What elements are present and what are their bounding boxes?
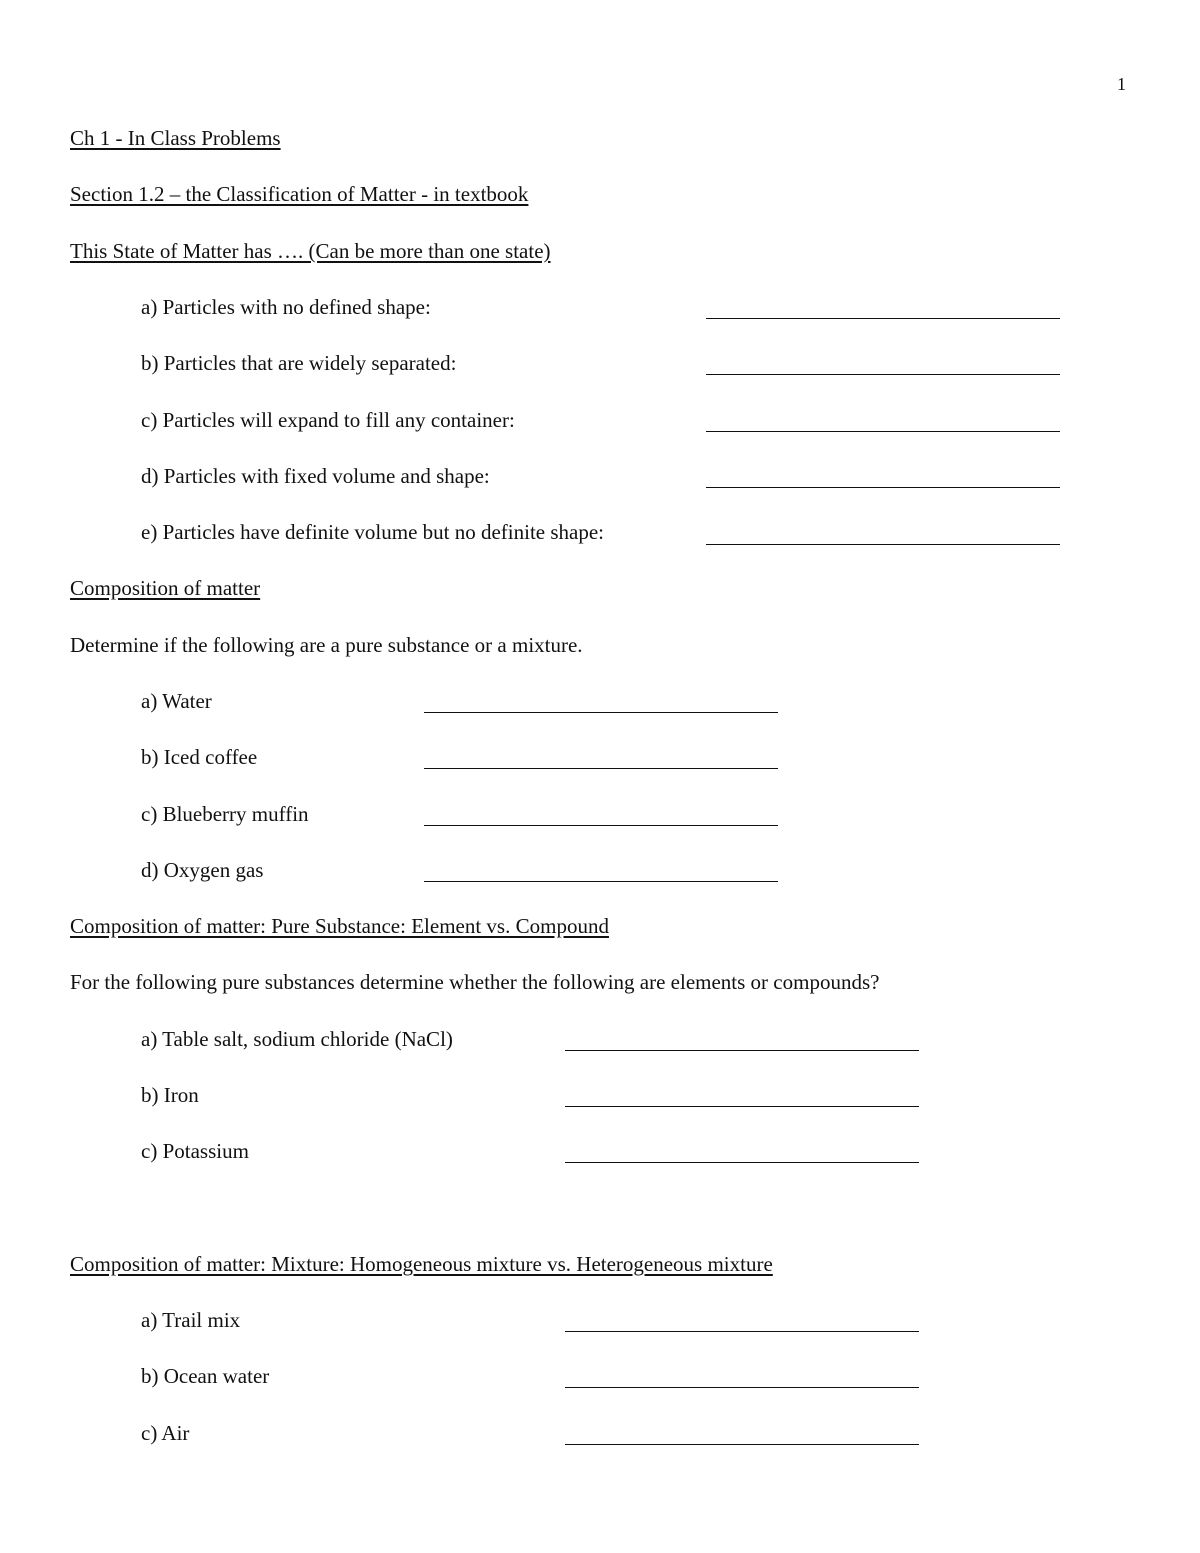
states-answer-b[interactable] xyxy=(706,374,1060,375)
composition-answer-a[interactable] xyxy=(424,712,778,713)
pure-substance-answer-c[interactable] xyxy=(565,1162,919,1163)
mixture-question-b: b) Ocean water xyxy=(141,1364,270,1388)
composition-question-b: b) Iced coffee xyxy=(141,745,258,769)
pure-substance-answer-b[interactable] xyxy=(565,1106,919,1107)
states-question-c: c) Particles will expand to fill any container: xyxy=(141,408,515,432)
mixture-answer-b[interactable] xyxy=(565,1387,919,1388)
pure-substance-question-b: b) Iron xyxy=(141,1083,199,1107)
states-heading: This State of Matter has …. (Can be more than one state) xyxy=(70,239,551,263)
composition-answer-b[interactable] xyxy=(424,768,778,769)
composition-instruction: Determine if the following are a pure substance or a mixture. xyxy=(70,633,583,657)
states-question-e: e) Particles have definite volume but no definite shape: xyxy=(141,520,605,544)
pure-substance-heading: Composition of matter: Pure Substance: Element vs. Compound xyxy=(70,914,609,938)
mixture-question-a: a) Trail mix xyxy=(141,1308,241,1332)
composition-question-a: a) Water xyxy=(141,689,212,713)
pure-substance-answer-a[interactable] xyxy=(565,1050,919,1051)
composition-answer-d[interactable] xyxy=(424,881,778,882)
states-answer-d[interactable] xyxy=(706,487,1060,488)
mixture-answer-c[interactable] xyxy=(565,1444,919,1445)
pure-substance-question-a: a) Table salt, sodium chloride (NaCl) xyxy=(141,1027,453,1051)
composition-heading: Composition of matter xyxy=(70,576,261,600)
page-title: Ch 1 - In Class Problems xyxy=(70,126,281,150)
states-answer-a[interactable] xyxy=(706,318,1060,319)
page-number: 1 xyxy=(1117,74,1126,94)
composition-question-d: d) Oxygen gas xyxy=(141,858,264,882)
pure-substance-question-c: c) Potassium xyxy=(141,1139,249,1163)
composition-answer-c[interactable] xyxy=(424,825,778,826)
states-question-a: a) Particles with no defined shape: xyxy=(141,295,431,319)
mixture-question-c: c) Air xyxy=(141,1421,190,1445)
section-heading: Section 1.2 – the Classification of Matter - in textbook xyxy=(70,182,529,206)
states-answer-e[interactable] xyxy=(706,544,1060,545)
mixture-answer-a[interactable] xyxy=(565,1331,919,1332)
composition-question-c: c) Blueberry muffin xyxy=(141,802,309,826)
mixture-heading: Composition of matter: Mixture: Homogeneous mixture vs. Heterogeneous mixture xyxy=(70,1252,773,1276)
states-question-b: b) Particles that are widely separated: xyxy=(141,351,457,375)
pure-substance-instruction: For the following pure substances determine whether the following are elements or compounds? xyxy=(70,970,880,994)
states-question-d: d) Particles with fixed volume and shape: xyxy=(141,464,490,488)
states-answer-c[interactable] xyxy=(706,431,1060,432)
